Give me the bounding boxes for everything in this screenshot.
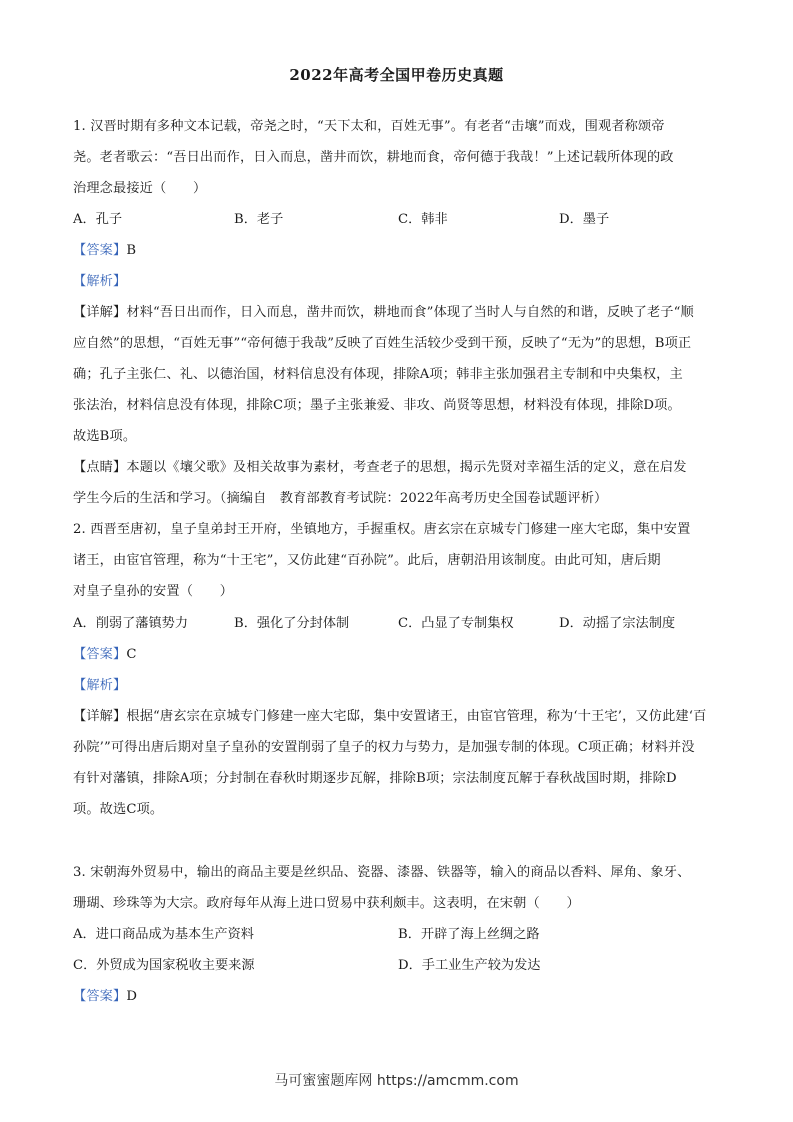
q1-detail-line: 应自然”的思想，“百姓无事”“帝何德于我哉”反映了百姓生活较少受到干预，反映了“无为”的思想，B项正 <box>73 336 692 351</box>
q3-option-b: B．开辟了海上丝绸之路 <box>398 927 540 942</box>
q1-detail-line: 张法治，材料信息没有体现，排除C项；墨子主张兼爱、非攻、尚贤等思想，材料没有体现，排除D项。 <box>73 398 681 413</box>
detail-tag: 【详解】 <box>73 305 127 320</box>
q2-detail-line <box>73 708 723 726</box>
q3-option-d: D．手工业生产较为发达 <box>398 958 541 973</box>
answer-value: D <box>126 989 138 1004</box>
q2-answer <box>73 646 723 664</box>
q1-option-a: A．孔子 <box>73 212 123 227</box>
q2-option-c: C．凸显了专制集权 <box>398 616 514 631</box>
q1-analysis <box>73 273 723 291</box>
q3-stem-line: 珊瑚、珍珠等为大宗。政府每年从海上进口贸易中获利颇丰。这表明，在宋朝（ ） <box>73 896 580 911</box>
q3-stem-line: 3. 宋朝海外贸易中，输出的商品主要是丝织品、瓷器、漆器、铁器等，输入的商品以香料、犀角、象牙、 <box>73 865 691 880</box>
q2-option-b: B．强化了分封体制 <box>234 616 350 631</box>
detail-text: 材料“吾日出而作，日入而息，凿井而饮，耕地而食”体现了当时人与自然的和谐，反映了老子“顺 <box>126 305 694 320</box>
answer-value: C <box>126 647 137 662</box>
q1-point-line <box>73 459 723 477</box>
q1-stem-line: 尧。老者歌云：“吾日出而作，日入而息，凿井而饮，耕地而食，帝何德于我哉！”上述记载所体现的政 <box>73 150 674 165</box>
q1-detail-line: 确；孔子主张仁、礼、以德治国，材料信息没有体现，排除A项；韩非主张加强君主专制和中央集权，主 <box>73 367 683 382</box>
q2-detail-line: 孙院’”可得出唐后期对皇子皇孙的安置削弱了皇子的权力与势力，是加强专制的体现。C项正确；材料并没 <box>73 740 695 755</box>
q3-option-a: A．进口商品成为基本生产资料 <box>73 927 254 942</box>
q1-detail-line: 故选B项。 <box>73 429 137 444</box>
point-tag: 【点睛】 <box>73 460 127 475</box>
answer-tag: 【答案】 <box>73 989 127 1004</box>
q2-stem-line: 对皇子皇孙的安置（ ） <box>73 584 234 599</box>
q2-option-d: D．动摇了宗法制度 <box>559 616 676 631</box>
q1-detail-line <box>73 304 723 322</box>
q1-option-d: D．墨子 <box>559 212 610 227</box>
q2-stem-line: 诸王，由宦官管理，称为“十王宅”，又仿此建“百孙院”。此后，唐朝沿用该制度。由此可知，唐后期 <box>73 553 661 568</box>
q3-option-c: C．外贸成为国家税收主要来源 <box>73 958 255 973</box>
q3-answer <box>73 988 723 1006</box>
answer-value: B <box>126 243 137 258</box>
q2-option-a: A．削弱了藩镇势力 <box>73 616 189 631</box>
site-footer: 马可蜜蜜题库网 https://amcmm.com <box>274 1073 519 1089</box>
analysis-tag: 【解析】 <box>73 274 127 289</box>
answer-tag: 【答案】 <box>73 243 127 258</box>
q2-detail-line: 有针对藩镇，排除A项；分封制在春秋时期逐步瓦解，排除B项；宗法制度瓦解于春秋战国时期，排除D <box>73 771 677 786</box>
q1-option-b: B．老子 <box>234 212 284 227</box>
detail-tag: 【详解】 <box>73 709 127 724</box>
answer-tag: 【答案】 <box>73 647 127 662</box>
q1-point-line: 学生今后的生活和学习。（摘编自 教育部教育考试院：2022年高考历史全国卷试题评析） <box>73 491 608 506</box>
q1-stem-line: 1. 汉晋时期有多种文本记载，帝尧之时，“天下太和，百姓无事”。有老者“击壤”而戏，围观者称颂帝 <box>73 119 665 134</box>
point-text: 本题以《壤父歌》及相关故事为素材，考查老子的思想，揭示先贤对幸福生活的定义，意在启发 <box>126 460 687 475</box>
q1-stem-line: 治理念最接近（ ） <box>73 181 207 196</box>
page-title: 2022年高考全国甲卷历史真题 <box>289 66 504 84</box>
q2-stem-line: 2. 西晋至唐初，皇子皇弟封王开府，坐镇地方，手握重权。唐玄宗在京城专门修建一座大宅邸，集中安置 <box>73 522 691 537</box>
detail-text: 根据“唐玄宗在京城专门修建一座大宅邸，集中安置诸王，由宦官管理，称为‘十王宅’，又仿此建‘百 <box>126 709 707 724</box>
q2-detail-line: 项。故选C项。 <box>73 802 164 817</box>
q1-option-c: C．韩非 <box>398 212 448 227</box>
q2-analysis <box>73 677 723 695</box>
q1-answer <box>73 242 723 260</box>
analysis-tag: 【解析】 <box>73 678 127 693</box>
